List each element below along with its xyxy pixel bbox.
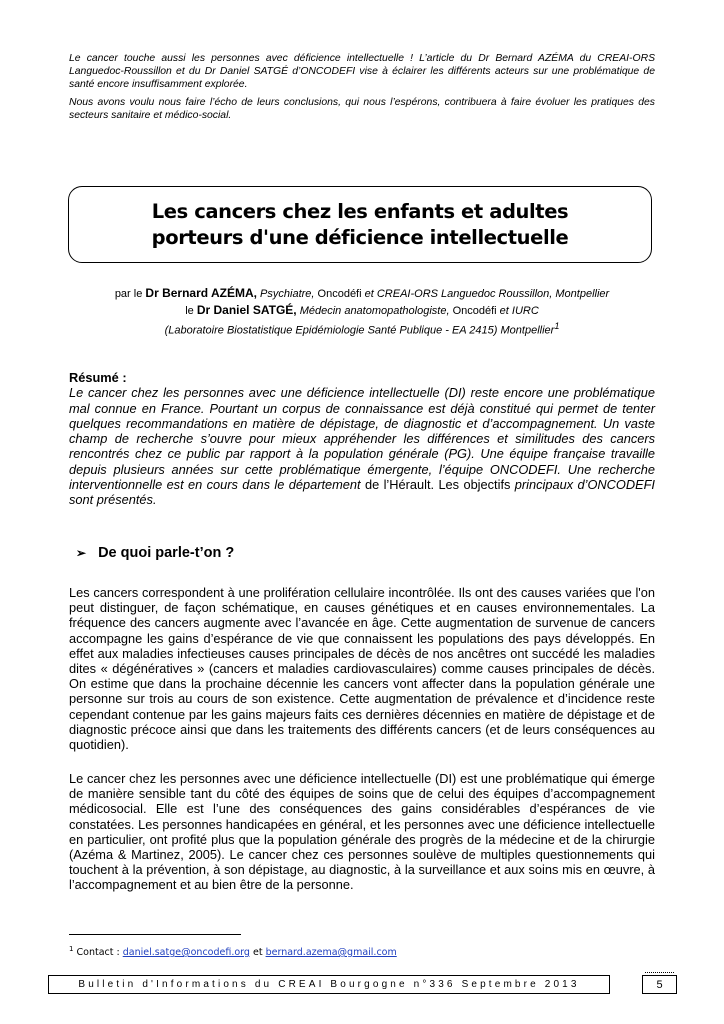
abstract-part-2: de l’Hérault. Les objectifs	[364, 477, 511, 493]
abstract-part-1: Le cancer chez les personnes avec une déficience intellectuelle (DI) reste encore une problématique mal connue en France. Pourtant un corpus de connaissance est déjà constitué qui permet de tenter quelques recommandations en matière de dépistage, de diagnostic et d’accompagnement. Un vaste champ de recherche s’ouvre pour mieux appréhender les différences et similitudes des cancers rencontrés chez ce public par rapport à la population générale (PG). Une équipe française travaille depuis plusieurs années sur cette problématique émergente, l’équipe ONCODEFI. Une recherche interventionnelle est en cours dans le département	[69, 385, 655, 493]
intro-block	[69, 52, 655, 122]
article-title-line-2: porteurs d'une déficience intellectuelle	[151, 225, 569, 249]
intro-paragraph-1: Le cancer touche aussi les personnes avec déficience intellectuelle ! L’article du Dr Bernard AZÉMA du CREAI-ORS Languedoc-Roussillon et du Dr Daniel SATGÉ d’ONCODEFI vise à éclairer les différents acteurs sur une problématique de santé encore insuffisamment explorée.	[69, 53, 655, 90]
footnote-label: Contact :	[76, 947, 120, 959]
footnote-ref[interactable]: 1	[554, 321, 560, 331]
author-1-affiliation: et CREAI-ORS Languedoc Roussillon, Montpellier	[364, 288, 610, 300]
author-2-affiliation: et IURC	[499, 304, 539, 317]
author-2-org: Oncodéfi	[452, 304, 497, 317]
article-title-line-1: Les cancers chez les enfants et adultes	[151, 199, 569, 223]
email-link-azema[interactable]: bernard.azema@gmail.com	[265, 947, 397, 959]
author-1-org: Oncodéfi	[317, 288, 362, 300]
lab-name: (Laboratoire Biostatistique Epidémiologie Santé Publique - EA 2415)	[164, 324, 498, 337]
author-line-3	[69, 319, 655, 339]
arrow-right-bullet-icon: ➢	[76, 546, 87, 560]
body-paragraph-1	[69, 585, 655, 752]
section-heading	[76, 545, 234, 561]
intro-paragraph-2: Nous avons voulu nous faire l’écho de leurs conclusions, qui nous l’espérons, contribuera à faire évoluer les pratiques des secteurs sanitaire et médico-social.	[69, 97, 655, 121]
body-paragraph-1-text: Les cancers correspondent à une prolifération cellulaire incontrôlée. Ils ont des causes variées que l'on peut distinguer, de façon schématique, en causes génétiques et en causes environnementales. La fréquence des cancers augmente avec l’avancée en âge. Cette augmentation de survenue de cancers accompagne les gains d’espérance de vie que connaissent les populations des pays développés. En effet aux maladies infectieuses causes principales de décès de nos ancêtres ont succédé les maladies dites « dégénératives » (cancers et maladies cardiovasculaires) comme causes principales de décès. On estime que dans la prochaine décennie les cancers vont affecter dans la population générale une personne sur trois au cours de son existence. Cette augmentation de prévalence et d’incidence reste cependant contenue par les gains majeurs faits ces dernières décennies en matière de dépistage et de diagnostic précoce ainsi que dans les traitements des différents cancers (et de leurs conséquences au quotidien).	[69, 585, 655, 753]
footnote-number: 1	[69, 945, 74, 953]
lab-city: Montpellier	[500, 324, 555, 337]
abstract-title: Résumé :	[69, 370, 127, 385]
article-title-box	[68, 186, 652, 263]
abstract-text	[69, 385, 655, 507]
section-heading-text: De quoi parle-t’on ?	[98, 545, 235, 561]
body-paragraph-2	[69, 771, 655, 893]
page-number: 5	[642, 975, 677, 994]
authors-block	[69, 286, 655, 339]
author-1-role: Psychiatre,	[260, 288, 315, 300]
page-footer: Bulletin d'Informations du CREAI Bourgogne n°336 Septembre 2013	[48, 975, 610, 994]
author-2-name: Dr Daniel SATGÉ,	[196, 302, 297, 317]
email-link-satge[interactable]: daniel.satge@oncodefi.org	[122, 947, 250, 959]
abstract-part-3: principaux d’ONCODEFI sont présentés.	[69, 477, 655, 508]
footnote-divider	[69, 934, 241, 935]
author-1-name: Dr Bernard AZÉMA,	[145, 286, 257, 300]
author-line-2	[69, 303, 655, 320]
author-line-1	[69, 286, 655, 303]
footnote-conjunction: et	[252, 947, 263, 959]
author-2-role: Médecin anatomopathologiste,	[299, 304, 450, 317]
body-paragraph-2-text: Le cancer chez les personnes avec une déficience intellectuelle (DI) est une problématique qui émerge de manière sensible tant du côté des équipes de soins que de celui des équipes d’accompagnement médicosocial. Elle est l’une des conséquences des gains considérables d’espérances de vie constatées. Les personnes handicapées en général, et les personnes avec une déficience intellectuelle en particulier, ont profité plus que la population générale des progrès de la médecine et de la chirurgie (Azéma & Martinez, 2005). Le cancer chez ces personnes soulève de multiples questionnements qui touchent à la prévention, à son dépistage, au diagnostic, à la surveillance et aux soins mis en œuvre, à l’accompagnement et au bien être de la personne.	[69, 771, 655, 893]
footnote	[69, 945, 397, 958]
abstract-block	[69, 370, 655, 508]
author-prefix-2: le	[185, 304, 194, 317]
author-prefix: par le	[114, 288, 143, 300]
